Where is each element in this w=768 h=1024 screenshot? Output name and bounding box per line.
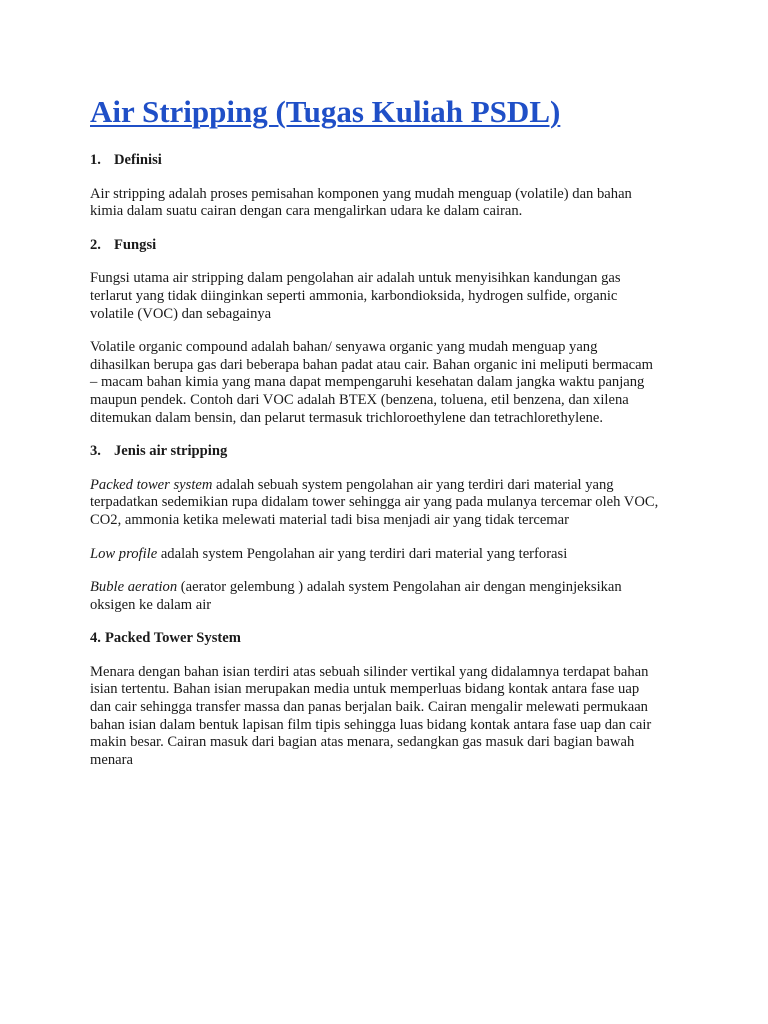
paragraph-low-profile [90, 546, 688, 564]
paragraph-buble-aeration [90, 579, 688, 614]
definition-packed-tower: adalah sebuah system pengolahan air yang terdiri dari material yang terpadatkan sedemikian rupa didalam tower sehingga air yang pada mulanya tercemar oleh VOC, CO2, ammonia ketika melewati material tadi bisa menjadi air yang tidak tercemar [90, 476, 659, 528]
section-heading-packed-tower-system [90, 630, 688, 648]
section-heading-fungsi [90, 237, 688, 255]
section-number: 2. [90, 236, 101, 253]
paragraph-definisi: Air stripping adalah proses pemisahan komponen yang mudah menguap (volatile) dan bahan kimia dalam suatu cairan dengan cara mengalirkan udara ke dalam cairan. [90, 185, 632, 220]
term-buble-aeration: Buble aeration [90, 579, 178, 596]
definition-buble-aeration: (aerator gelembung ) adalah system Pengolahan air dengan menginjeksikan oksigen ke dalam air [90, 579, 622, 613]
paragraph-voc: Volatile organic compound adalah bahan/ senyawa organic yang mudah menguap yang dihasilkan berupa gas dari beberapa bahan padat atau cair. Bahan organic ini meliputi bermacam – macam bahan kimia yang mana dapat mempengaruhi kesehatan dalam jangka waktu panjang maupun pendek. Contoh dari VOC adalah BTEX (benzena, toluena, etil benzena, dan xilena ditemukan dalam bensin, dan pelarut termasuk trichloroethylene dan tetrachlorethylene. [90, 339, 653, 426]
paragraph-packed-tower [90, 477, 688, 530]
paragraph-packed-tower-system: Menara dengan bahan isian terdiri atas sebuah silinder vertikal yang didalamnya terdapat bahan isian tertentu. Bahan isian merupakan media untuk memperluas bidang kontak antara fase uap dan cair sehingga transfer massa dan panas berjalan baik. Cairan mengalir melewati permukaan bahan isian dalam bentuk lapisan film tipis sehingga luas bidang kontak antara fase uap dan cair makin besar. Cairan masuk dari bagian atas menara, sedangkan gas masuk dari bagian bawah menara [90, 663, 652, 768]
term-packed-tower: Packed tower system [90, 476, 213, 493]
section-number: 1. [90, 152, 101, 168]
document-title[interactable]: Air Stripping (Tugas Kuliah PSDL) [90, 94, 561, 129]
section-number: 3. [90, 443, 101, 460]
section-heading-text: Definisi [114, 152, 162, 168]
section-heading-definisi [90, 152, 688, 170]
paragraph-fungsi-utama: Fungsi utama air stripping dalam pengolahan air adalah untuk menyisihkan kandungan gas terlarut yang tidak diinginkan seperti ammonia, karbondioksida, hydrogen sulfide, organic volatile (VOC) dan sebagainya [90, 270, 621, 322]
section-heading-jenis [90, 443, 688, 461]
section-heading-text: Jenis air stripping [114, 443, 228, 460]
term-low-profile: Low profile [90, 545, 158, 562]
definition-low-profile: adalah system Pengolahan air yang terdiri dari material yang terforasi [157, 545, 568, 562]
section-heading-text: Fungsi [114, 236, 157, 253]
section-heading-text: Packed Tower System [104, 630, 241, 647]
section-number: 4. [90, 630, 101, 647]
